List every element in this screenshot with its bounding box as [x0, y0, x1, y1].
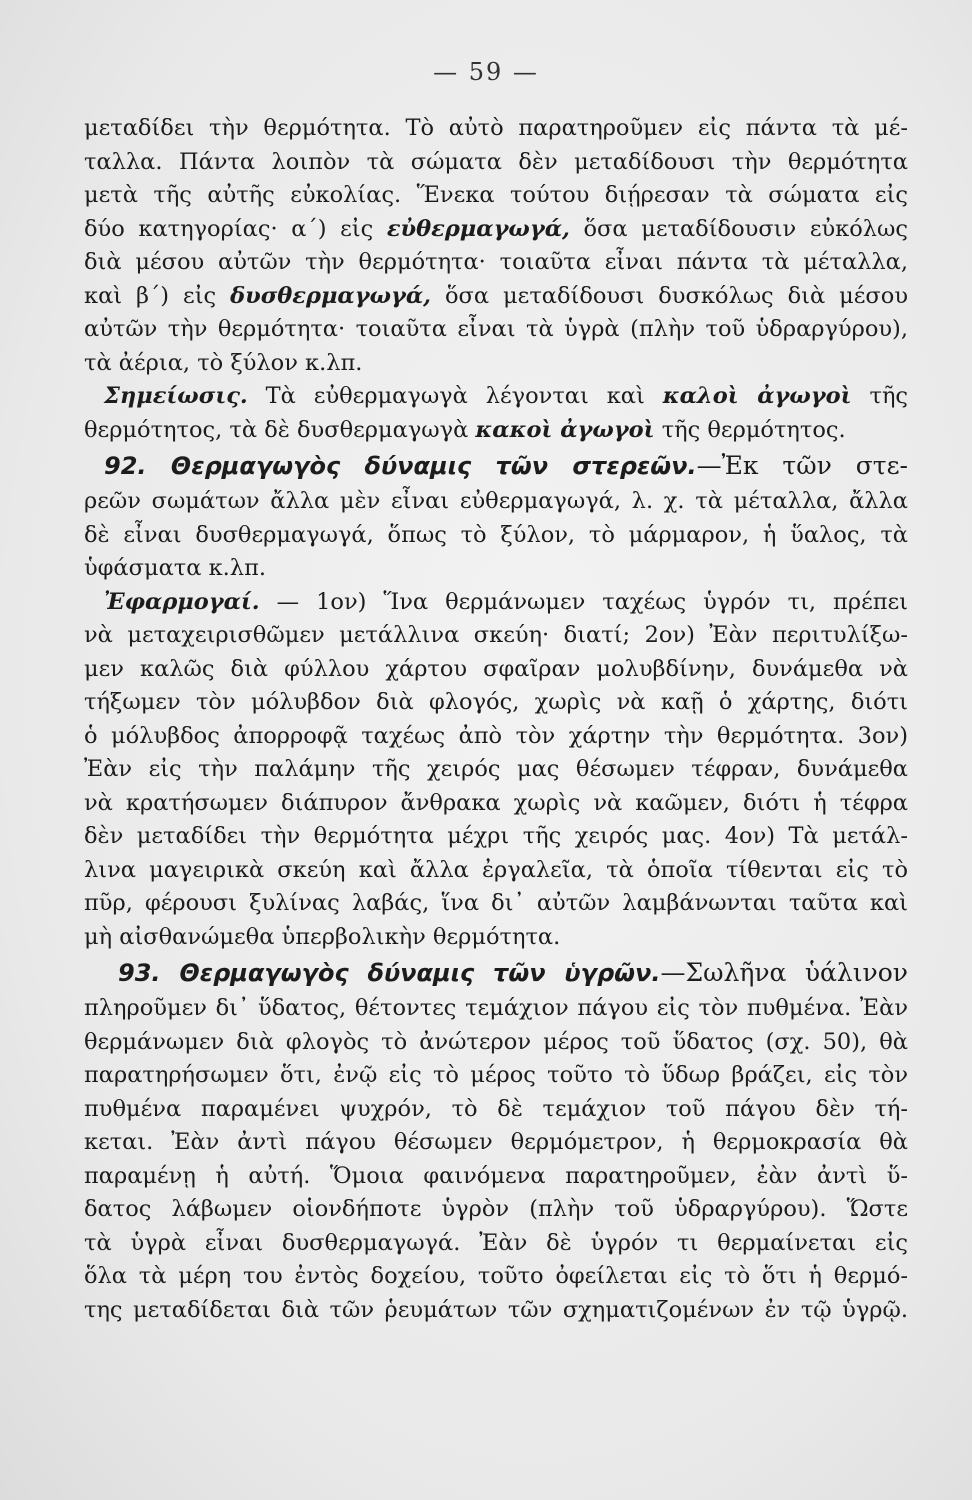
- text-line: της μεταδίδεται διὰ τῶν ῥευμάτων τῶν σχηματιζομένων ἐν τῷ ὑγρῷ.: [84, 1296, 908, 1323]
- section-92-heading: 92. Θερμαγωγὸς δύναμις τῶν στερεῶν.: [104, 452, 697, 480]
- text-line: ρεῶν σωμάτων ἄλλα μὲν εἶναι εὐθερμαγωγά, λ. χ. τὰ μέταλλα, ἄλλα: [84, 488, 908, 514]
- text-line: τὰ ὑγρὰ εἶναι δυσθερμαγωγά. Ἐὰν δὲ ὑγρόν τι θερμαίνεται εἰς: [84, 1229, 908, 1256]
- text-line: παρατηρήσωμεν ὅτι, ἐνῷ εἰς τὸ μέρος τοῦτο τὸ ὕδωρ βράζει, εἰς τὸν: [84, 1062, 908, 1088]
- text-line: μετὰ τῆς αὐτῆς εὐκολίας. Ἕνεκα τούτου διῄρεσαν τὰ σώματα εἰς: [84, 182, 908, 208]
- line-segment: τῆς: [869, 383, 909, 409]
- text-line: ταλλα. Πάντα λοιπὸν τὰ σώματα δὲν μεταδίδουσι τὴν θερμότητα: [84, 148, 908, 175]
- section-93-heading: 93. Θερμαγωγὸς δύναμις τῶν ὑγρῶν.: [118, 959, 661, 987]
- bold-term: δυσθερμαγωγά,: [230, 282, 432, 309]
- text-line: μὴ αἰσθανώμεθα ὑπερβολικὴν θερμότητα.: [84, 923, 561, 950]
- line-segment: —Ἐκ τῶν στε-: [696, 451, 908, 480]
- line-segment: Τὰ εὐθερμαγωγὰ λέγονται καὶ: [265, 383, 645, 409]
- line-segment: καὶ β΄) εἰς: [84, 282, 217, 309]
- line-segment: τῆς θερμότητος.: [661, 416, 846, 443]
- line-segment: ὅσα μεταδίδουσι δυσκόλως διὰ μέσου: [444, 282, 908, 309]
- line-segment: —Σωλῆνα ὑάλινον: [660, 958, 908, 987]
- line-segment: θερμότητος, τὰ δὲ δυσθερμαγωγὰ: [84, 416, 469, 443]
- text-line: παραμένῃ ἡ αὐτή. Ὅμοια φαινόμενα παρατηροῦμεν, ἐὰν ἀντὶ ὕ-: [84, 1162, 908, 1189]
- text-line: νὰ κρατήσωμεν διάπυρον ἄνθρακα χωρὶς νὰ καῶμεν, διότι ἡ τέφρα: [84, 789, 908, 816]
- note-label: Σημείωσις.: [104, 383, 248, 409]
- text-line: [84, 213, 908, 247]
- text-line: δατος λάβωμεν οἱονδήποτε ὑγρὸν (πλὴν τοῦ ὑδραργύρου). Ὥστε: [84, 1196, 908, 1222]
- text-line: πῦρ, φέρουσι ξυλίνας λαβάς, ἵνα δι᾽ αὐτῶν λαμβάνωνται ταῦτα καὶ: [84, 890, 908, 916]
- note-line: [84, 414, 908, 448]
- line-segment: δύο κατηγορίας· α΄) εἰς: [84, 215, 374, 242]
- bold-term: κακοὶ ἀγωγοὶ: [475, 416, 655, 443]
- text-line: πυθμένα παραμένει ψυχρόν, τὸ δὲ τεμάχιον τοῦ πάγου δὲν τή-: [84, 1095, 908, 1122]
- text-line: νὰ μεταχειρισθῶμεν μετάλλινα σκεύη· διατί; 2ον) Ἐὰν περιτυλίξω-: [84, 622, 908, 648]
- text-line: πληροῦμεν δι᾽ ὕδατος, θέτοντες τεμάχιον πάγου εἰς τὸν πυθμένα. Ἐὰν: [84, 995, 908, 1021]
- text-line: μεν καλῶς διὰ φύλλου χάρτου σφαῖραν μολυβδίνην, δυνάμεθα νὰ: [84, 655, 908, 682]
- text-line: τήξωμεν τὸν μόλυβδον διὰ φλογός, χωρὶς νὰ καῇ ὁ χάρτης, διότι: [84, 689, 908, 715]
- text-line: μεταδίδει τὴν θερμότητα. Τὸ αὐτὸ παρατηροῦμεν εἰς πάντα τὰ μέ-: [84, 115, 908, 141]
- bold-term: εὐθερμαγωγά,: [386, 215, 570, 242]
- text-line: διὰ μέσου αὐτῶν τὴν θερμότητα· τοιαῦτα εἶναι πάντα τὰ μέταλλα,: [84, 249, 908, 275]
- line-segment: ὅσα μεταδίδουσιν εὐκόλως: [583, 215, 908, 242]
- applications-label: Ἐφαρμογαί.: [104, 588, 260, 615]
- text-line: λινα μαγειρικὰ σκεύη καὶ ἄλλα ἐργαλεῖα, τὰ ὁποῖα τίθενται εἰς τὸ: [84, 856, 908, 883]
- text-line: δὲ εἶναι δυσθερμαγωγά, ὅπως τὸ ξύλον, τὸ μάρμαρον, ἡ ὕαλος, τὰ: [84, 521, 908, 548]
- text-line: [84, 280, 908, 314]
- bold-term: καλοὶ ἀγωγοὶ: [662, 383, 852, 409]
- page-body: [84, 112, 908, 1327]
- text-line: ὅλα τὰ μέρη του ἐντὸς δοχείου, τοῦτο ὀφείλεται εἰς τὸ ὅτι ἡ θερμό-: [84, 1263, 908, 1289]
- text-line: τὰ ἀέρια, τὸ ξύλον κ.λπ.: [84, 349, 363, 376]
- text-line: κεται. Ἐὰν ἀντὶ πάγου θέσωμεν θερμόμετρον, ἡ θερμοκρασία θὰ: [84, 1129, 908, 1155]
- text-line: ὑφάσματα κ.λπ.: [84, 555, 267, 581]
- applications-line: [84, 586, 908, 620]
- note-line: [84, 380, 908, 414]
- text-line: δὲν μεταδίδει τὴν θερμότητα μέχρι τῆς χειρός μας. 4ον) Τὰ μετάλ-: [84, 823, 908, 849]
- text-line: Ἐὰν εἰς τὴν παλάμην τῆς χειρός μας θέσωμεν τέφραν, δυνάμεθα: [84, 756, 908, 782]
- section-heading-line: [84, 447, 908, 485]
- line-segment: — 1ον) Ἵνα θερμάνωμεν ταχέως ὑγρόν τι, πρέπει: [276, 588, 908, 615]
- page-number: — 59 —: [433, 58, 539, 86]
- text-line: θερμάνωμεν διὰ φλογὸς τὸ ἀνώτερον μέρος τοῦ ὕδατος (σχ. 50), θὰ: [84, 1028, 908, 1055]
- text-line: ὁ μόλυβδος ἀπορροφᾷ ταχέως ἀπὸ τὸν χάρτην τὴν θερμότητα. 3ον): [84, 722, 908, 749]
- section-heading-line: [84, 954, 908, 992]
- text-line: αὐτῶν τὴν θερμότητα· τοιαῦτα εἶναι τὰ ὑγρὰ (πλὴν τοῦ ὑδραργύρου),: [84, 316, 908, 342]
